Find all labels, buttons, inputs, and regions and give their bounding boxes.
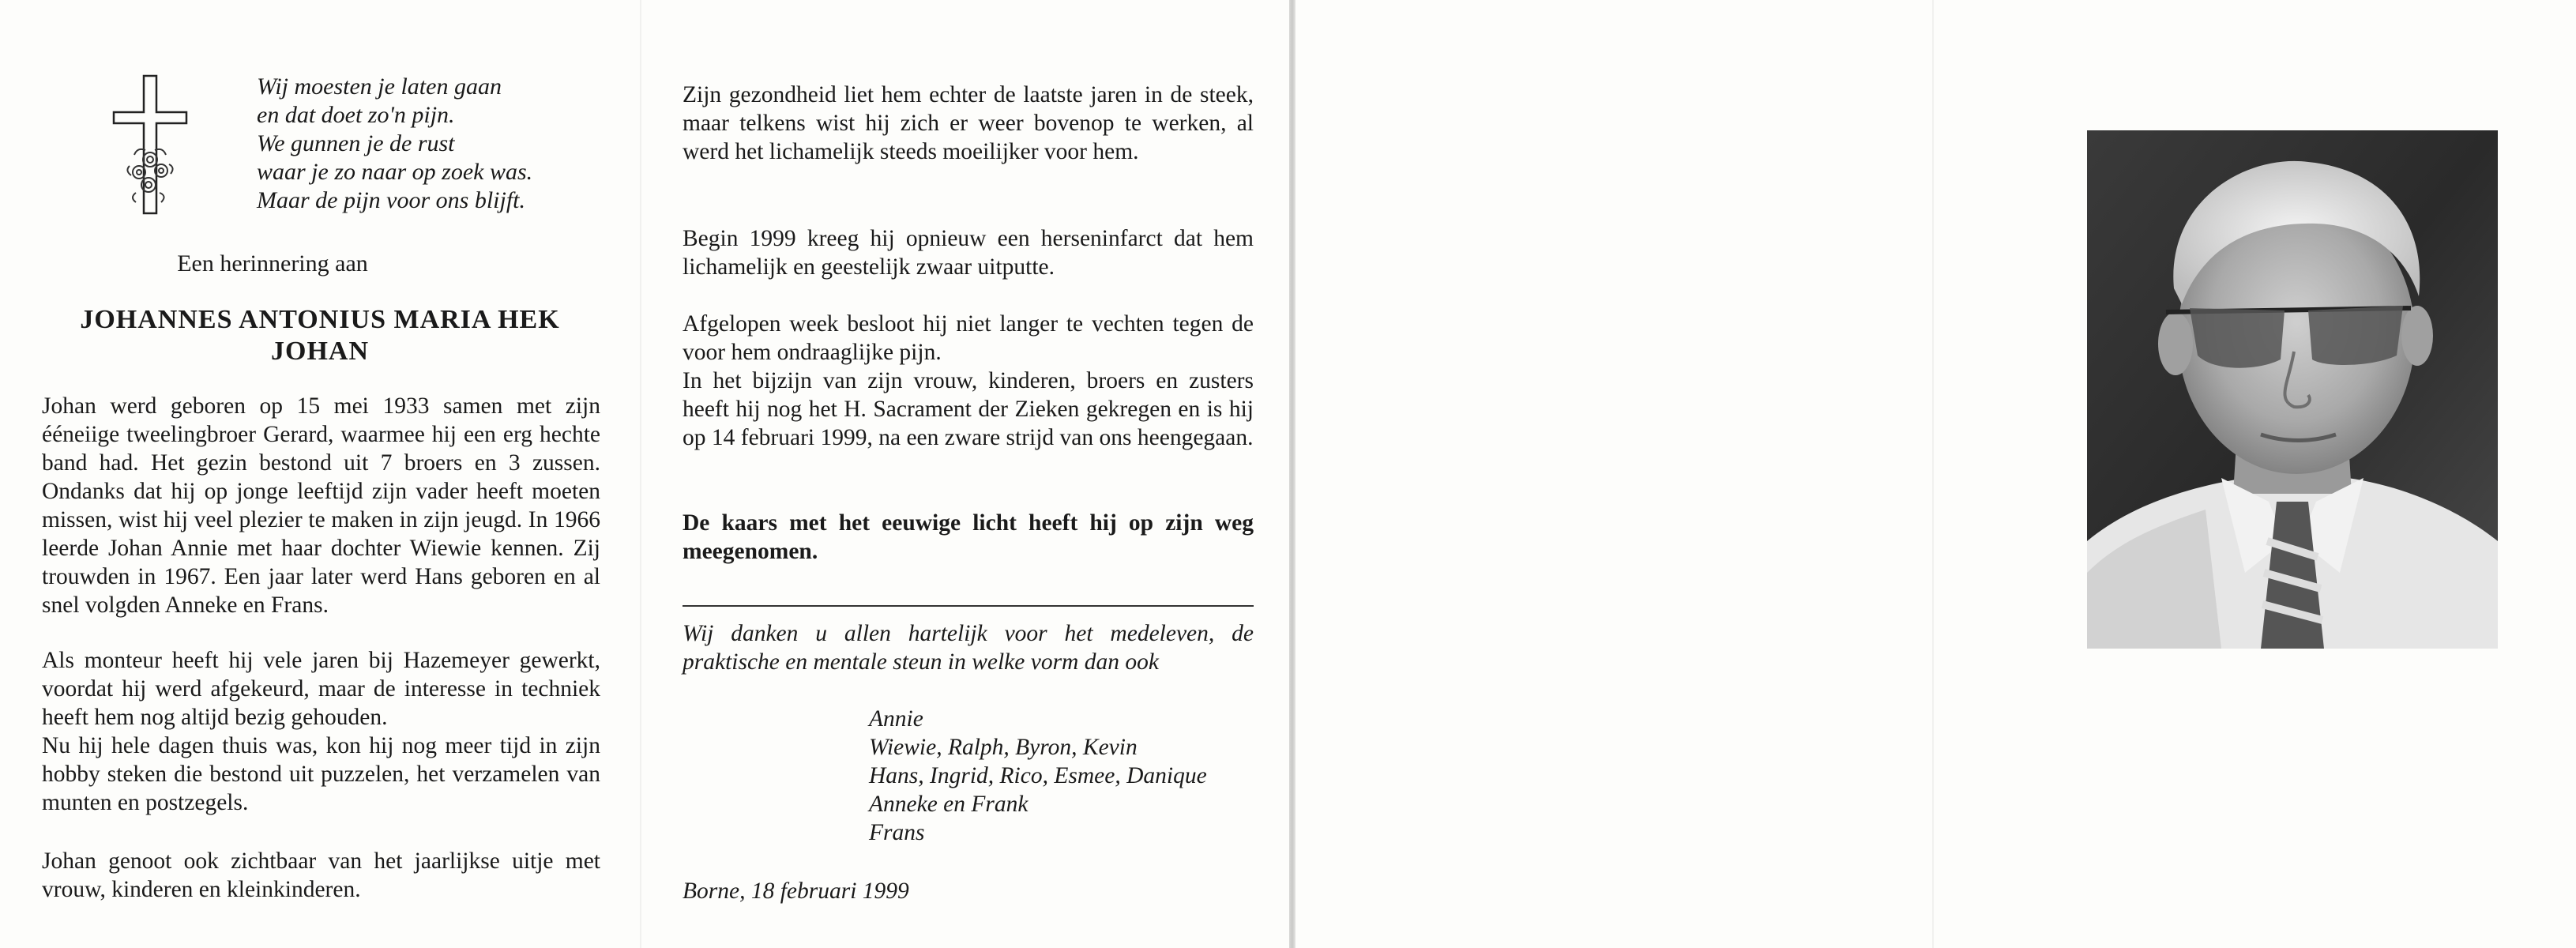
paragraph-work-line: Als monteur heeft hij vele jaren bij Hazemeyer gewerkt, voordat hij werd afgekeurd, maar de interesse in techniek heeft hem nog altijd bezig gehouden.	[42, 648, 600, 730]
family-member: Annie	[869, 706, 923, 732]
cross-with-roses-icon	[111, 74, 190, 216]
paragraph-enjoy: Johan genoot ook zichtbaar van het jaarlijkse uitje met vrouw, kinderen en kleinkinderen.	[42, 848, 600, 902]
paragraph-stroke: Begin 1999 kreeg hij opnieuw een herseninfarct dat hem lichamelijk en geestelijk zwaar uitputte.	[683, 226, 1254, 280]
family-member: Anneke en Frank	[869, 792, 1029, 817]
divider	[683, 605, 1254, 607]
thanks-text: Wij danken u allen hartelijk voor het medeleven, de praktische en mentale steun in welke vorm dan ook	[683, 621, 1254, 675]
paragraph-birth: Johan werd geboren op 15 mei 1933 samen met zijn ééneiige tweelingbroer Gerard, waarmee hij een erg hechte band had. Het gezin bestond uit 7 broers en 3 zussen. Ondanks dat hij op jonge leeftijd zijn vader heeft moeten missen, wist hij veel plezier te maken in zijn jeugd. In 1966 leerde Johan Annie met haar dochter Wiewie kennen. Zij trouwden in 1967. Een jaar later werd Hans geboren en al snel volgden Anneke en Frans.	[42, 393, 600, 618]
poem-line: We gunnen je de rust	[257, 130, 455, 156]
paragraph-health: Zijn gezondheid liet hem echter de laatste jaren in de steek, maar telkens wist hij zich er weer bovenop te werken, al werd het lichamelijk steeds moeilijker voor hem.	[683, 82, 1254, 164]
deceased-call-name: JOHAN	[271, 337, 369, 366]
poem	[257, 73, 620, 215]
paragraph-candle: De kaars met het eeuwige licht heeft hij op zijn weg meegenomen.	[683, 510, 1254, 564]
place-date: Borne, 18 februari 1999	[683, 878, 909, 904]
card-fold	[1289, 0, 1296, 948]
portrait-photo	[2087, 130, 2498, 649]
poem-line: Wij moesten je laten gaan	[257, 73, 502, 100]
middle-page	[640, 0, 1288, 948]
paragraph-hobby-line: Nu hij hele dagen thuis was, kon hij nog meer tijd in zijn hobby steken die bestond uit puzzelen, het verzamelen van munten en postzegels.	[42, 733, 600, 815]
paragraph-passing	[683, 310, 1254, 452]
paragraph-passing-line: Afgelopen week besloot hij niet langer te vechten tegen de voor hem ondraaglijke pijn.	[683, 311, 1254, 365]
intro-text	[0, 250, 640, 278]
right-page	[1297, 0, 2576, 948]
poem-line: waar je zo naar op zoek was.	[257, 159, 533, 185]
family-member: Frans	[869, 820, 925, 845]
family-list	[869, 705, 1264, 847]
left-page	[0, 0, 640, 948]
paragraph-sacrament-line: In het bijzijn van zijn vrouw, kinderen, broers en zusters heeft hij nog het H. Sacrament der Zieken gekregen en is hij op 14 februari 1999, na een zware strijd van ons heengegaan.	[683, 368, 1254, 450]
poem-line: Maar de pijn voor ons blijft.	[257, 187, 525, 213]
poem-line: en dat doet zo'n pijn.	[257, 102, 455, 128]
paragraph-work	[42, 646, 600, 817]
family-member: Hans, Ingrid, Rico, Esmee, Danique	[869, 763, 1207, 788]
deceased-full-name: JOHANNES ANTONIUS MARIA HEK	[80, 305, 560, 334]
family-member: Wiewie, Ralph, Byron, Kevin	[869, 735, 1138, 760]
intro-label: Een herinnering aan	[177, 250, 368, 276]
